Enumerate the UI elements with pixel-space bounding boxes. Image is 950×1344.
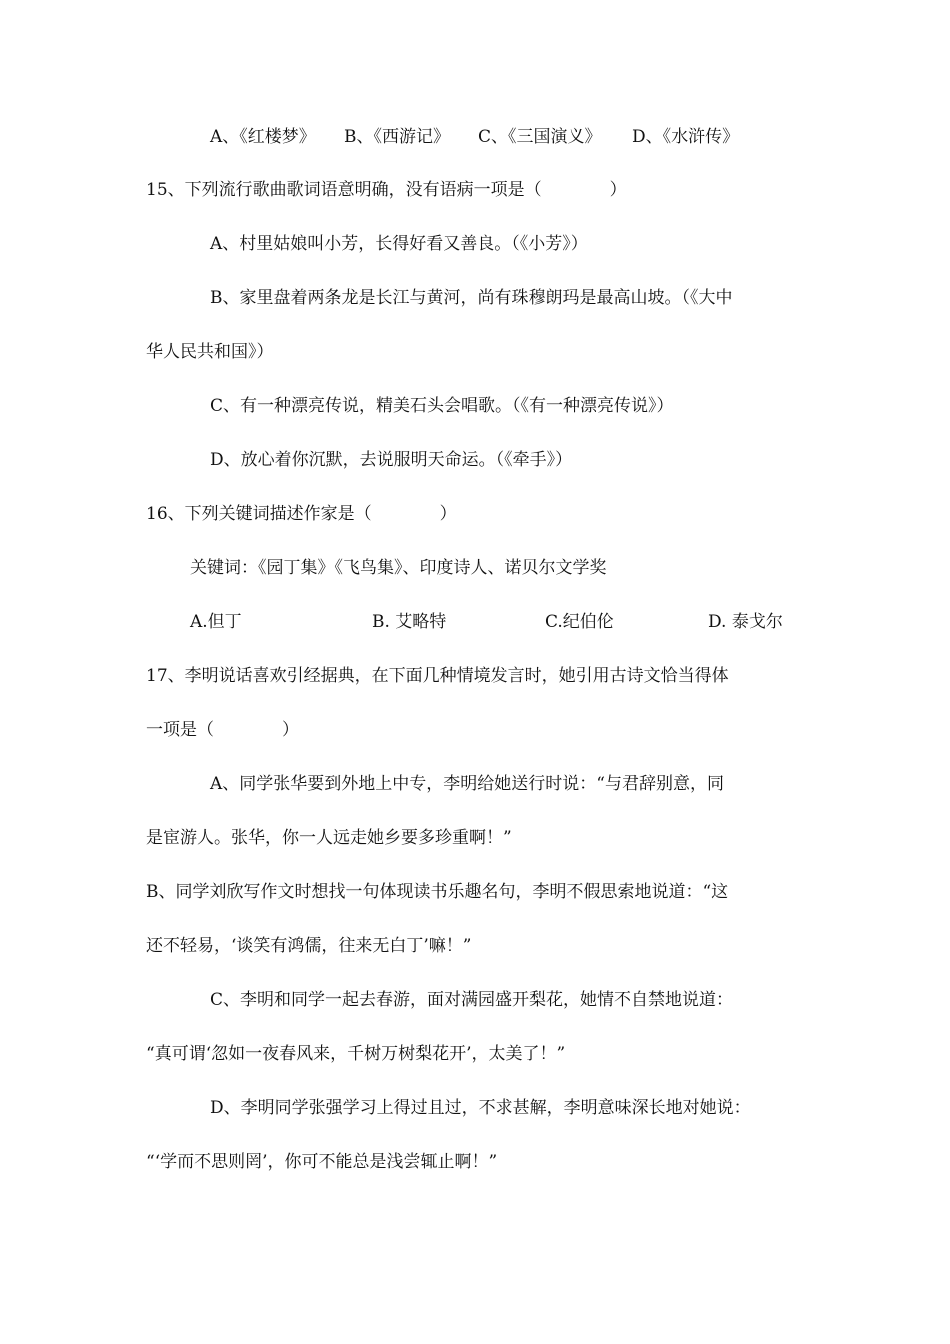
- q17-option-a-line2: 是宦游人。张华，你一人远走她乡要多珍重啊！”: [146, 828, 512, 848]
- q16-option-a: A.但丁: [190, 612, 242, 632]
- q15-option-d: D、放心着你沉默，去说服明天命运。（《牵手》）: [210, 450, 573, 470]
- q16-keywords: 关键词：《园丁集》《飞鸟集》、印度诗人、诺贝尔文学奖: [190, 558, 607, 578]
- q16-stem: 16、下列关键词描述作家是（ ）: [146, 504, 457, 524]
- q15-option-b-line1: B、家里盘着两条龙是长江与黄河，尚有珠穆朗玛是最高山坡。（《大中: [210, 288, 733, 308]
- q17-option-c-line1: C、李明和同学一起去春游，面对满园盛开梨花，她情不自禁地说道：: [210, 990, 734, 1010]
- q17-option-b-line2: 还不轻易，‘谈笑有鸿儒，往来无白丁’嘛！”: [146, 936, 472, 956]
- q17-stem-line2: 一项是（ ）: [146, 720, 299, 740]
- q17-option-a-line1: A、同学张华要到外地上中专，李明给她送行时说：“与君辞别意，同: [210, 774, 724, 794]
- q17-option-c-line2: “真可谓‘忽如一夜春风来，千树万树梨花开’，太美了！”: [146, 1044, 566, 1064]
- q16-option-c: C.纪伯伦: [545, 612, 614, 632]
- q17-option-b-line1: B、同学刘欣写作文时想找一句体现读书乐趣名句，李明不假思索地说道：“这: [146, 882, 729, 902]
- q17-option-d-line1: D、李明同学张强学习上得过且过，不求甚解，李明意味深长地对她说：: [210, 1098, 751, 1118]
- q17-stem-line1: 17、李明说话喜欢引经据典，在下面几种情境发言时，她引用古诗文恰当得体: [146, 666, 729, 686]
- q14-option-c: C、《三国演义》: [478, 127, 602, 147]
- q15-option-b-line2: 华人民共和国》）: [146, 342, 274, 362]
- q16-option-b: B. 艾略特: [372, 612, 447, 632]
- q15-option-c: C、有一种漂亮传说，精美石头会唱歌。（《有一种漂亮传说》）: [210, 396, 674, 416]
- q14-option-d: D、《水浒传》: [632, 127, 740, 147]
- q16-option-d: D. 泰戈尔: [708, 612, 783, 632]
- q15-option-a: A、村里姑娘叫小芳，长得好看又善良。（《小芳》）: [210, 234, 588, 254]
- q17-option-d-line2: “‘学而不思则罔’，你可不能总是浅尝辄止啊！”: [146, 1152, 498, 1172]
- q14-option-b: B、《西游记》: [344, 127, 450, 147]
- q15-stem: 15、下列流行歌曲歌词语意明确，没有语病一项是（ ）: [146, 180, 627, 200]
- q14-option-a: A、《红楼梦》: [210, 127, 316, 147]
